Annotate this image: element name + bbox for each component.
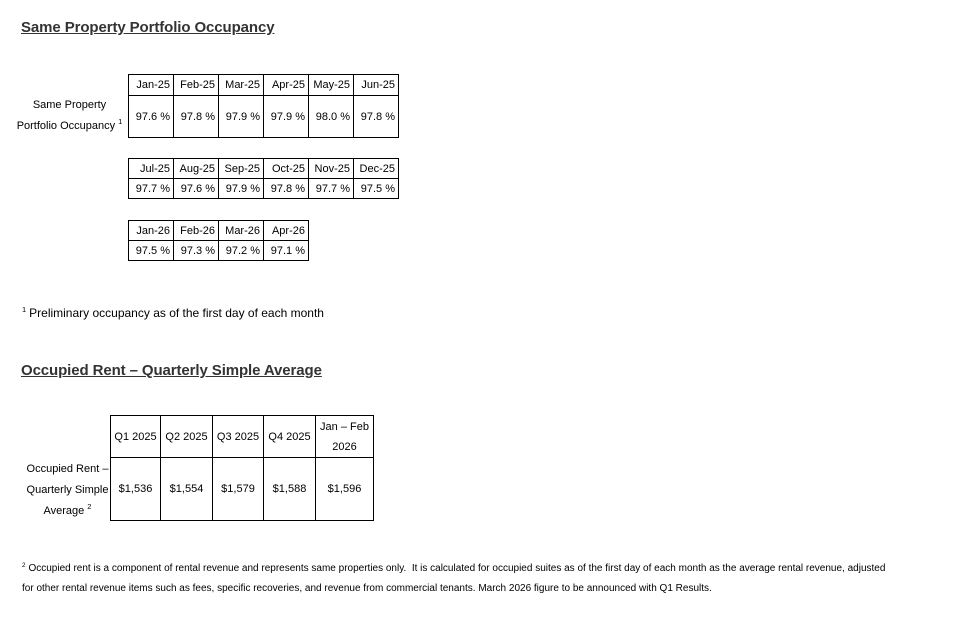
table-value-row [111, 458, 374, 521]
section-title-occupied-rent-quarterly-simple-average: Occupied Rent – Quarterly Simple Average [21, 362, 322, 379]
rent-value-cell: $1,596 [316, 458, 374, 521]
occupied-rent-quarterly-table [110, 415, 374, 521]
table-header-row [129, 75, 399, 96]
occupancy-value-cell: 97.6 % [129, 96, 174, 138]
rent-value-cell: $1,588 [264, 458, 316, 521]
table-header-row [129, 159, 399, 179]
quarter-header-cell: Q4 2025 [264, 416, 316, 458]
footnote-2-line1-text: Occupied rent is a component of rental revenue and represents same properties only. It is calculated for occupied suites as of the first day of each month as the average rental revenue, adjusted [28, 563, 886, 574]
month-header-cell: Jul-25 [129, 159, 174, 179]
occupancy-table-jul-dec-2025 [128, 158, 399, 199]
occupancy-value-cell: 97.6 % [174, 179, 219, 199]
month-header-cell: Feb-25 [174, 75, 219, 96]
quarter-header-cell: Q3 2025 [213, 416, 264, 458]
month-header-cell: Jun-25 [354, 75, 399, 96]
occupied-rent-row-label [20, 459, 115, 522]
occupancy-value-cell: 97.8 % [264, 179, 309, 199]
occupancy-value-cell: 97.1 % [264, 241, 309, 261]
month-header-cell: Mar-26 [219, 221, 264, 241]
occupancy-table-jan-apr-2026 [128, 220, 309, 261]
occupancy-value-cell: 97.9 % [219, 96, 264, 138]
footnote-2-reference: 2 [87, 502, 92, 512]
occupied-rent-row-label-line1: Occupied Rent – [26, 463, 109, 475]
month-header-cell: Jan-25 [129, 75, 174, 96]
month-header-cell: Sep-25 [219, 159, 264, 179]
quarter-header-cell: Q1 2025 [111, 416, 161, 458]
occupied-rent-row-label-line3-text: Average [43, 505, 85, 517]
month-header-cell: Nov-25 [309, 159, 354, 179]
table-header-row [129, 221, 309, 241]
occupancy-value-cell: 98.0 % [309, 96, 354, 138]
rent-value-cell: $1,579 [213, 458, 264, 521]
section-title-same-property-portfolio-occupancy: Same Property Portfolio Occupancy [21, 19, 275, 36]
occupancy-value-cell: 97.9 % [219, 179, 264, 199]
footnote-2-marker: 2 [22, 561, 26, 569]
occupancy-value-cell: 97.2 % [219, 241, 264, 261]
month-header-cell: Jan-26 [129, 221, 174, 241]
occupancy-value-cell: 97.7 % [309, 179, 354, 199]
occupancy-row-label-line2-text: Portfolio Occupancy [16, 120, 116, 132]
rent-value-cell: $1,554 [161, 458, 213, 521]
quarter-header-cell: Jan – Feb 2026 [316, 416, 374, 458]
footnote-1-text: Preliminary occupancy as of the first day of each month [29, 306, 324, 320]
month-header-cell: May-25 [309, 75, 354, 96]
occupancy-value-cell: 97.5 % [129, 241, 174, 261]
occupancy-value-cell: 97.3 % [174, 241, 219, 261]
occupancy-value-cell: 97.8 % [354, 96, 399, 138]
footnote-1 [22, 306, 324, 320]
occupancy-row-label-line2 [11, 116, 128, 137]
occupancy-table-jan-jun-2025 [128, 74, 399, 138]
rent-value-cell: $1,536 [111, 458, 161, 521]
table-value-row [129, 241, 309, 261]
month-header-cell: Apr-26 [264, 221, 309, 241]
quarter-header-cell: Q2 2025 [161, 416, 213, 458]
occupancy-row-label [11, 95, 128, 137]
month-header-cell: Mar-25 [219, 75, 264, 96]
footnote-2-line2-text: for other rental revenue items such as fees, specific recoveries, and revenue from commercial tenants. March 2026 figure to be announced with Q1 Results. [22, 583, 712, 594]
month-header-cell: Apr-25 [264, 75, 309, 96]
footnote-1-reference: 1 [118, 117, 123, 127]
occupied-rent-row-label-line2: Quarterly Simple [26, 484, 109, 496]
month-header-cell: Feb-26 [174, 221, 219, 241]
occupancy-value-cell: 97.7 % [129, 179, 174, 199]
occupancy-value-cell: 97.5 % [354, 179, 399, 199]
footnote-2-line2 [22, 579, 885, 599]
table-header-row [111, 416, 374, 458]
month-header-cell: Dec-25 [354, 159, 399, 179]
occupancy-value-cell: 97.9 % [264, 96, 309, 138]
occupancy-row-label-line1: Same Property [32, 99, 107, 111]
occupancy-value-cell: 97.8 % [174, 96, 219, 138]
footnote-2 [22, 559, 885, 599]
footnote-1-marker: 1 [22, 305, 27, 314]
table-value-row [129, 96, 399, 138]
month-header-cell: Aug-25 [174, 159, 219, 179]
footnote-2-line1 [22, 559, 885, 579]
table-value-row [129, 179, 399, 199]
occupied-rent-row-label-line3 [20, 501, 115, 522]
month-header-cell: Oct-25 [264, 159, 309, 179]
